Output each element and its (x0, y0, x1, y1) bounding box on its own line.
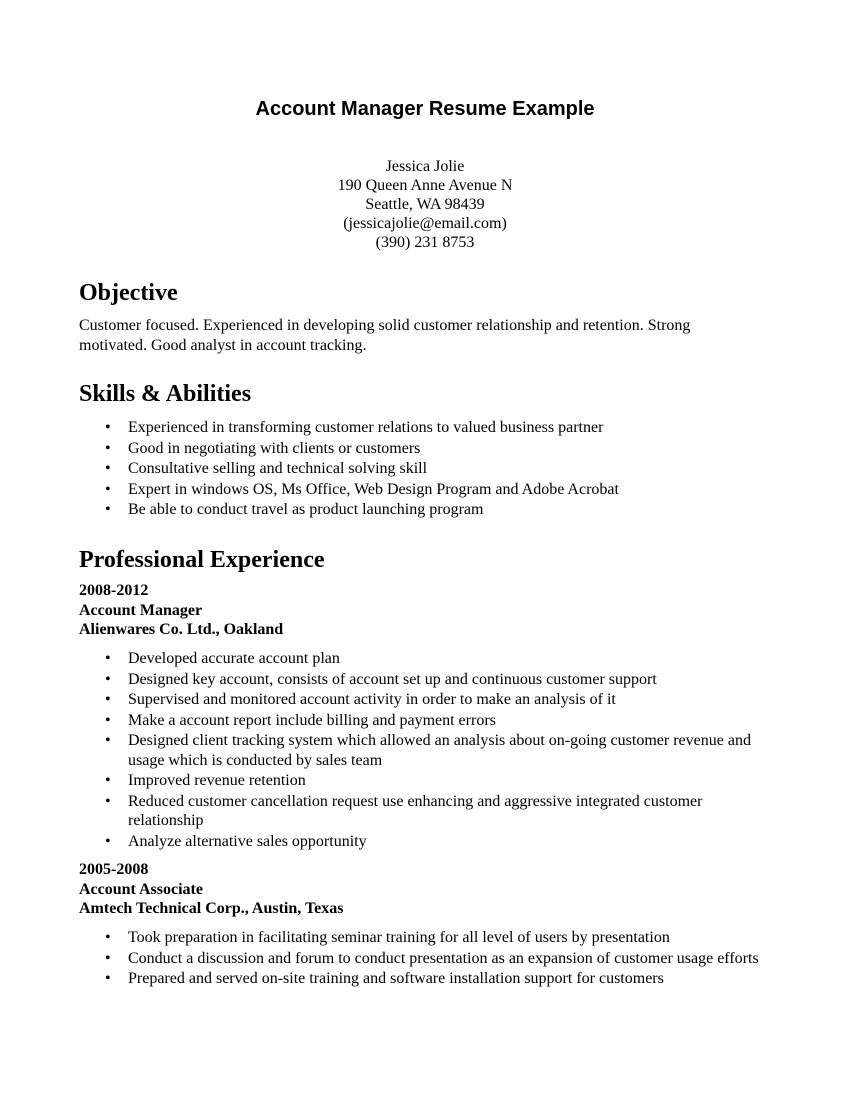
bullet-icon: • (105, 419, 111, 436)
list-item-text: Make a account report include billing and payment errors (128, 711, 496, 729)
list-item (79, 459, 769, 479)
bullet-icon: • (105, 832, 111, 850)
bullet-icon: • (105, 970, 111, 987)
contact-email: (jessicajolie@email.com) (343, 215, 507, 232)
bullet-icon: • (105, 670, 111, 688)
list-item (79, 690, 769, 710)
experience-heading: Professional Experience (79, 547, 325, 573)
list-item-text: Analyze alternative sales opportunity (128, 832, 367, 850)
bullet-icon: • (105, 480, 111, 498)
list-item (79, 711, 769, 731)
list-item (79, 969, 769, 989)
skills-list (79, 418, 769, 521)
bullet-icon: • (105, 732, 111, 749)
list-item (79, 649, 769, 669)
contact-phone: (390) 231 8753 (375, 234, 475, 251)
objective-heading: Objective (79, 280, 178, 306)
document-title: Account Manager Resume Example (255, 98, 595, 120)
list-item-text: Designed key account, consists of account set up and continuous customer support (128, 670, 657, 688)
job-header (79, 860, 343, 919)
job-duties-list (79, 649, 769, 852)
list-item (79, 480, 769, 500)
list-item (79, 731, 769, 770)
list-item (79, 771, 769, 791)
bullet-icon: • (105, 792, 111, 810)
job-years: 2005-2008 (79, 861, 149, 878)
list-item (79, 418, 769, 438)
skills-heading: Skills & Abilities (79, 381, 252, 407)
list-item-text: Developed accurate account plan (128, 650, 340, 667)
bullet-icon: • (105, 691, 111, 708)
job-role: Account Manager (79, 601, 203, 619)
list-item (79, 792, 769, 831)
list-item-text: Consultative selling and technical solving skill (128, 460, 428, 477)
job-years: 2008-2012 (79, 582, 149, 599)
bullet-icon: • (105, 439, 111, 457)
job-role: Account Associate (79, 880, 203, 898)
job-company: Alienwares Co. Ltd., Oakland (79, 621, 284, 638)
job-duties-list (79, 928, 769, 990)
list-item-text: Improved revenue retention (128, 772, 306, 789)
bullet-icon: • (105, 501, 111, 518)
bullet-icon: • (105, 929, 111, 946)
list-item (79, 670, 769, 690)
bullet-icon: • (105, 949, 111, 967)
list-item-text: Prepared and served on-site training and software installation support for customers (128, 970, 664, 987)
list-item (79, 832, 769, 852)
list-item (79, 500, 769, 520)
bullet-icon: • (105, 772, 111, 789)
bullet-icon: • (105, 460, 111, 477)
list-item-text: Experienced in transforming customer relations to valued business partner (128, 419, 604, 436)
list-item (79, 439, 769, 459)
list-item-text: Designed client tracking system which allowed an analysis about on-going customer revenue and usage which is conducted by sales team (128, 732, 751, 769)
list-item-text: Took preparation in facilitating seminar training for all level of users by presentation (128, 929, 670, 946)
objective-text: Customer focused. Experienced in developing solid customer relationship and retention. Strong motivated. Good analyst in account tracking. (79, 317, 691, 354)
list-item-text: Reduced customer cancellation request use enhancing and aggressive integrated customer relationship (128, 792, 703, 829)
bullet-icon: • (105, 711, 111, 729)
list-item-text: Be able to conduct travel as product launching program (128, 501, 484, 518)
contact-name: Jessica Jolie (385, 158, 465, 175)
list-item-text: Expert in windows OS, Ms Office, Web Design Program and Adobe Acrobat (128, 480, 619, 498)
list-item (79, 949, 769, 969)
job-header (79, 581, 283, 640)
contact-block (79, 157, 771, 252)
list-item-text: Supervised and monitored account activity in order to make an analysis of it (128, 691, 616, 708)
contact-city: Seattle, WA 98439 (365, 196, 485, 213)
list-item (79, 928, 769, 948)
contact-address: 190 Queen Anne Avenue N (337, 177, 513, 194)
list-item-text: Good in negotiating with clients or customers (128, 439, 421, 457)
list-item-text: Conduct a discussion and forum to conduct presentation as an expansion of customer usage efforts (128, 949, 759, 967)
bullet-icon: • (105, 650, 111, 667)
job-company: Amtech Technical Corp., Austin, Texas (79, 900, 344, 917)
